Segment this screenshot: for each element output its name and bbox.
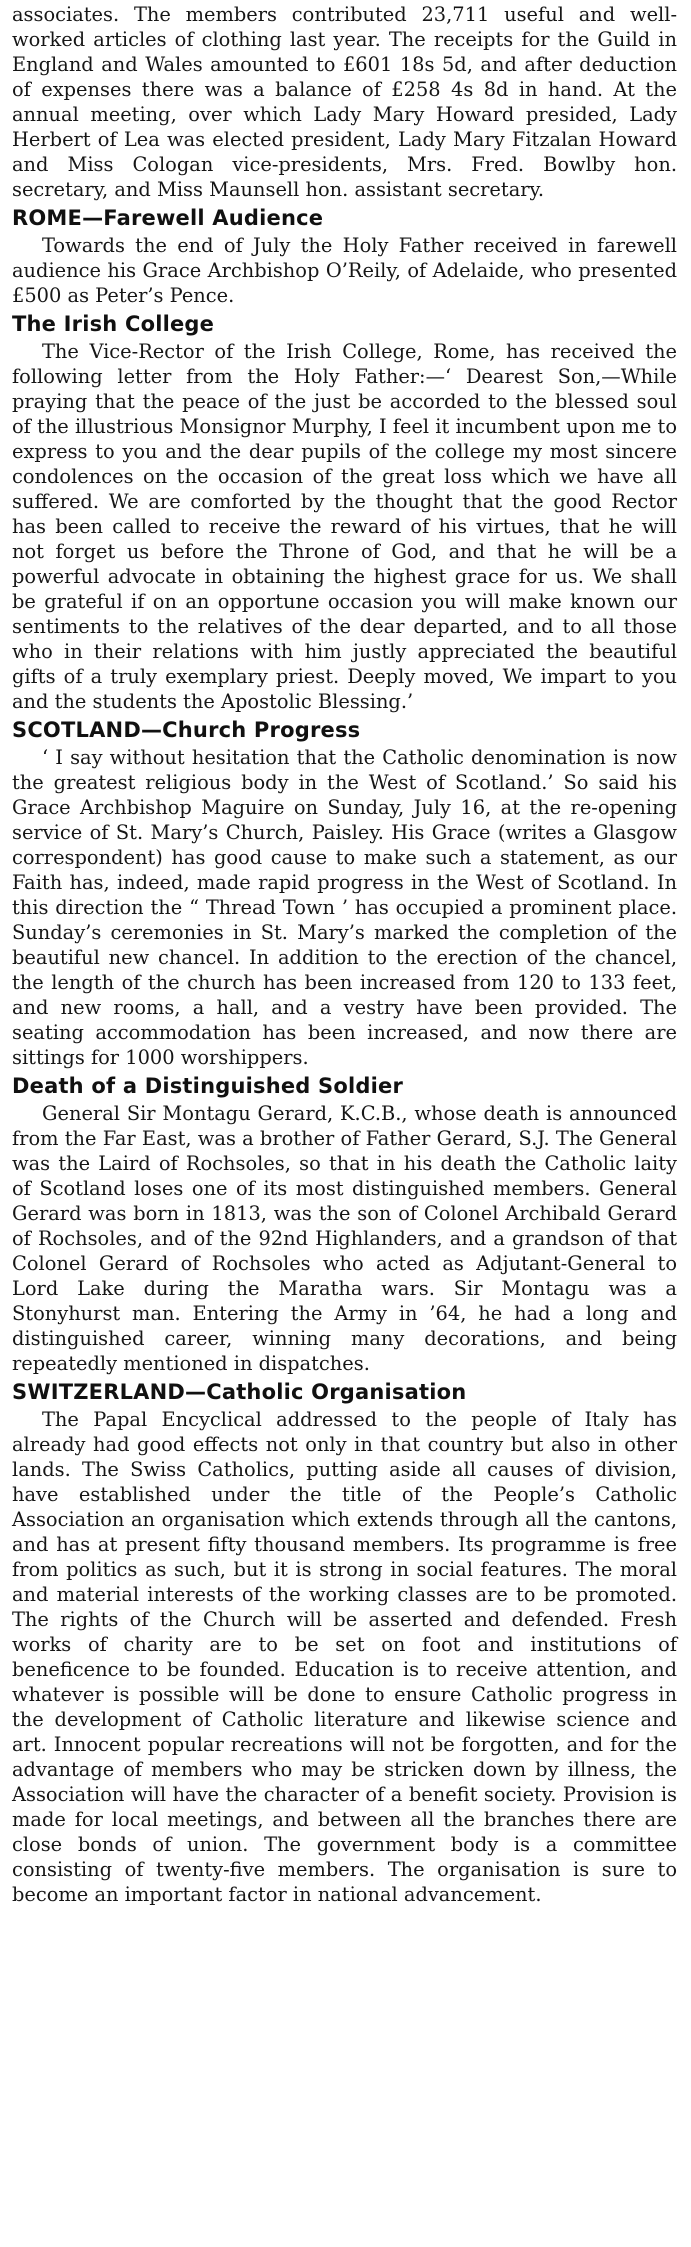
section-heading-irish-college: The Irish College <box>12 312 215 336</box>
section-body-switzerland: The Papal Encyclical addressed to the people of Italy has already had good effects not only in that country but also in other lands. The Swiss Catholics, putting aside all causes of division, have established under the title of the People’s Catholic Association an organisation which extends through all the cantons, and has at present fifty thousand members. Its programme is free from politics as such, but it is strong in social features. The moral and material interests of the working classes are to be promoted. The rights of the Church will be asserted and defended. Fresh works of charity are to be set on foot and institutions of beneficence to be founded. Education is to receive attention, and whatever is possible will be done to ensure Catholic progress in the development of Catholic literature and likewise science and art. Innocent popular recreations will not be forgotten, and for the advantage of members who may be stricken down by illness, the Association will have the character of a benefit society. Provision is made for local meetings, and between all the branches there are close bonds of union. The government body is a committee consisting of twenty-five members. The organisation is sure to become an important factor in national advancement. <box>12 1408 677 1906</box>
intro-paragraph: associates. The members contributed 23,711 useful and well-worked articles of clothing last year. The receipts for the Guild in England and Wales amounted to £601 18s 5d, and after deduction of expenses there was a balance of £258 4s 8d in hand. At the annual meeting, over which Lady Mary Howard presided, Lady Herbert of Lea was elected president, Lady Mary Fitzalan Howard and Miss Cologan vice-presidents, Mrs. Fred. Bowlby hon. secretary, and Miss Maunsell hon. assistant secretary. <box>12 3 677 201</box>
section-body-soldier: General Sir Montagu Gerard, K.C.B., whose death is announced from the Far East, was a brother of Father Gerard, S.J. The General was the Laird of Rochsoles, so that in his death the Catholic laity of Scotland loses one of its most distinguished members. General Gerard was born in 1813, was the son of Colonel Archibald Gerard of Rochsoles, and of the 92nd Highlanders, and a grandson of that Colonel Gerard of Rochsoles who acted as Adjutant-General to Lord Lake during the Maratha wars. Sir Montagu was a Stonyhurst man. Entering the Army in ’64, he had a long and distinguished career, winning many decorations, and being repeatedly mentioned in dispatches. <box>12 1102 677 1375</box>
section-body-scotland: ‘ I say without hesitation that the Catholic denomination is now the greatest religious body in the West of Scotland.’ So said his Grace Archbishop Maguire on Sunday, July 16, at the re-opening service of St. Mary’s Church, Paisley. His Grace (writes a Glasgow correspondent) has good cause to make such a statement, as our Faith has, indeed, made rapid progress in the West of Scotland. In this direction the “ Thread Town ’ has occupied a prominent place. Sunday’s ceremonies in St. Mary’s marked the completion of the beautiful new chancel. In addition to the erection of the chancel, the length of the church has been increased from 120 to 133 feet, and new rooms, a hall, and a vestry have been provided. The seating accommodation has been increased, and now there are sittings for 1000 worshippers. <box>12 746 677 1069</box>
section-heading-soldier: Death of a Distinguished Soldier <box>12 1074 404 1098</box>
section-heading-scotland: SCOTLAND—Church Progress <box>12 718 361 742</box>
section-heading-rome: ROME—Farewell Audience <box>12 206 324 230</box>
section-heading-switzerland: SWITZERLAND—Catholic Organisation <box>12 1380 467 1404</box>
section-body-rome: Towards the end of July the Holy Father received in farewell audience his Grace Archbishop O’Reily, of Adelaide, who presented £500 as Peter’s Pence. <box>12 234 677 307</box>
section-body-irish-college: The Vice-Rector of the Irish College, Rome, has received the following letter from the Holy Father:—‘ Dearest Son,—While praying that the peace of the just be accorded to the blessed soul of the illustrious Monsignor Murphy, I feel it incumbent upon me to express to you and the dear pupils of the college my most sincere condolences on the occasion of the great loss which we have all suffered. We are comforted by the thought that the good Rector has been called to receive the reward of his virtues, that he will not forget us before the Throne of God, and that he will be a powerful advocate in obtaining the highest grace for us. We shall be grateful if on an opportune occasion you will make known our sentiments to the relatives of the dear departed, and to all those who in their relations with him justly appreciated the beautiful gifts of a truly exemplary priest. Deeply moved, We impart to you and the students the Apostolic Blessing.’ <box>12 340 677 713</box>
